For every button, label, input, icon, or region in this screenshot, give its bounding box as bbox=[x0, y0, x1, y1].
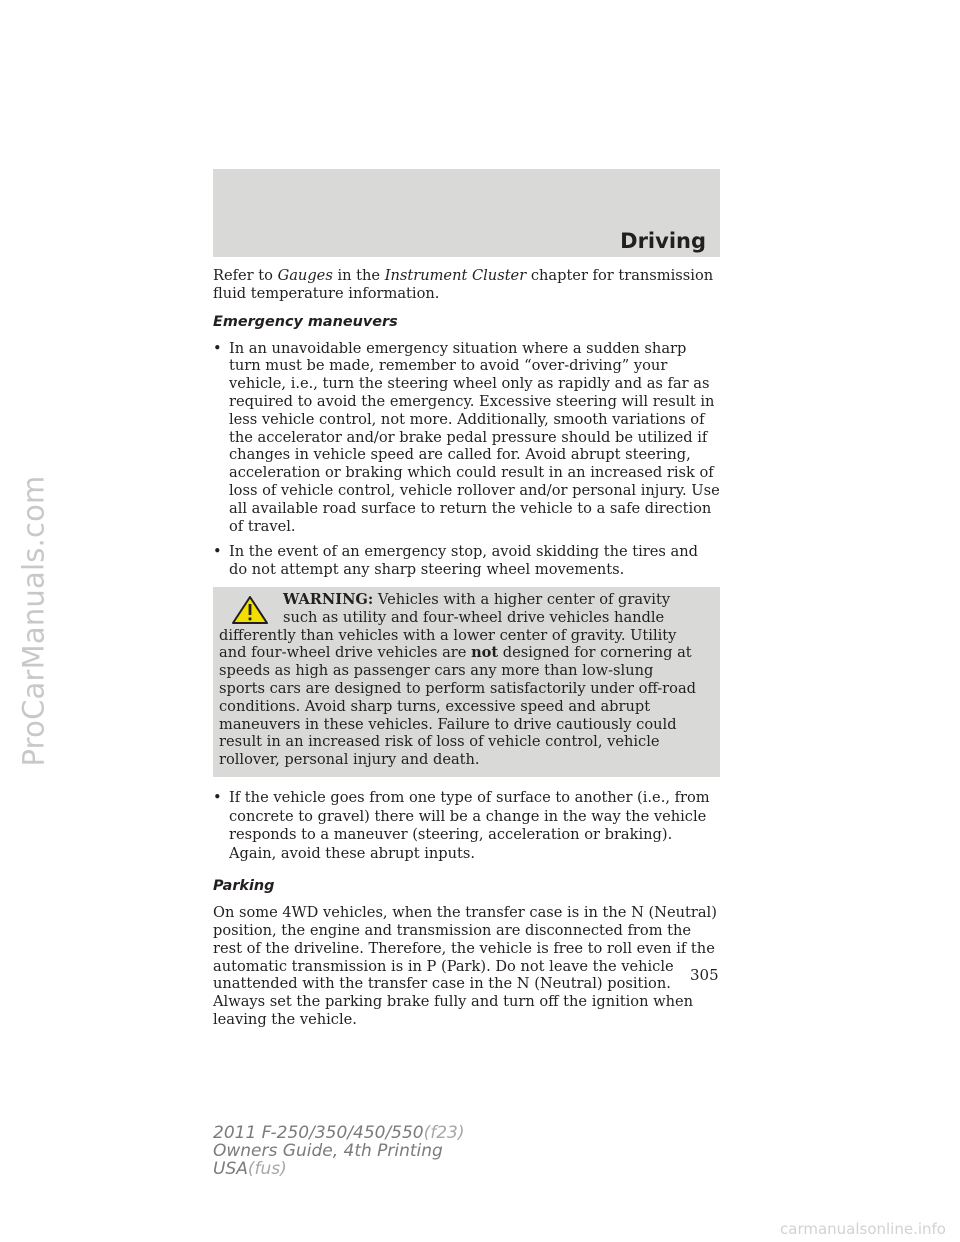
intro-text-1: Refer to bbox=[213, 267, 278, 284]
page-number: 305 bbox=[690, 966, 719, 984]
footer-model: 2011 F-250/350/450/550 bbox=[213, 1123, 424, 1143]
warning-box bbox=[213, 587, 720, 777]
emergency-heading: Emergency maneuvers bbox=[213, 313, 398, 330]
watermark-left-text: ProCarManuals.com bbox=[16, 475, 50, 767]
footer bbox=[213, 1124, 465, 1178]
bullet-dot: • bbox=[213, 543, 222, 561]
footer-market-code: (fus) bbox=[247, 1159, 287, 1179]
intro-text-3: chapter for transmission fluid temperature information. bbox=[213, 267, 714, 302]
warning-triangle-icon bbox=[231, 595, 269, 625]
bullet-dot: • bbox=[213, 788, 222, 806]
list-item bbox=[213, 340, 720, 536]
parking-paragraph: On some 4WD vehicles, when the transfer case is in the N (Neutral) position, the engine and transmission are disconnected from the rest of the driveline. Therefore, the vehicle is free to roll even if the automatic transmission is in P (Park). Do not leave the vehicle unattended with the transfer case in the N (Neutral) position. Always set the parking brake fully and turn off the ignition when leaving the vehicle. bbox=[213, 904, 717, 1029]
intro-ref-gauges: Gauges bbox=[277, 267, 333, 284]
footer-line-3 bbox=[213, 1160, 465, 1178]
intro-text-2: in the bbox=[332, 267, 385, 284]
bullet-dot: • bbox=[213, 339, 222, 357]
warning-text-a: Vehicles with a higher center of gravity such as utility and four-wheel drive vehicles handle differently than vehicles with a lower center of gravity. Utility and four-wheel drive vehicles are bbox=[219, 590, 677, 662]
section-header bbox=[213, 169, 720, 257]
bullet-text: In an unavoidable emergency situation where a sudden sharp turn must be made, remember to avoid “over-driving” your vehicle, i.e., turn the steering wheel only as rapidly and as far as required to avoid the emergency. Excessive steering will result in less vehicle control, not more. Additionally, smooth variations of the accelerator and/or brake pedal pressure should be utilized if changes in vehicle speed are called for. Avoid abrupt steering, acceleration or braking which could result in an increased risk of loss of vehicle control, vehicle rollover and/or personal injury. Use all available road surface to return the vehicle to a safe direction of travel. bbox=[229, 339, 720, 535]
list-item bbox=[213, 543, 720, 579]
parking-heading: Parking bbox=[213, 878, 275, 895]
list-item bbox=[213, 789, 720, 863]
footer-line-1 bbox=[213, 1124, 465, 1142]
intro-ref-instrument-cluster: Instrument Cluster bbox=[384, 267, 527, 284]
footer-line-2: Owners Guide, 4th Printing bbox=[213, 1141, 443, 1161]
section-title: Driving bbox=[620, 229, 706, 253]
bullet-text: In the event of an emergency stop, avoid skidding the tires and do not attempt any sharp steering wheel movements. bbox=[229, 543, 698, 579]
bullet-text: If the vehicle goes from one type of surface to another (i.e., from concrete to gravel) there will be a change in the way the vehicle responds to a maneuver (steering, acceleration or braking). Again, avoid these abrupt inputs. bbox=[229, 788, 710, 862]
intro-paragraph bbox=[213, 267, 720, 303]
footer-model-code: (f23) bbox=[423, 1123, 465, 1143]
watermark-left bbox=[8, 0, 58, 1242]
watermark-bottom: carmanualsonline.info bbox=[780, 1220, 946, 1238]
warning-label: WARNING: bbox=[283, 590, 374, 608]
warning-emphasis: not bbox=[471, 644, 499, 662]
page-content bbox=[213, 267, 720, 1029]
footer-market: USA bbox=[213, 1159, 248, 1179]
warning-text-b: designed for cornering at speeds as high as passenger cars any more than low-slung sports cars are designed to perform satisfactorily under off-road conditions. Avoid sharp turns, excessive speed and abrupt maneuvers in these vehicles. Failure to drive cautiously could result in an increased risk of loss of vehicle control, vehicle rollover, personal injury and death. bbox=[219, 644, 696, 769]
